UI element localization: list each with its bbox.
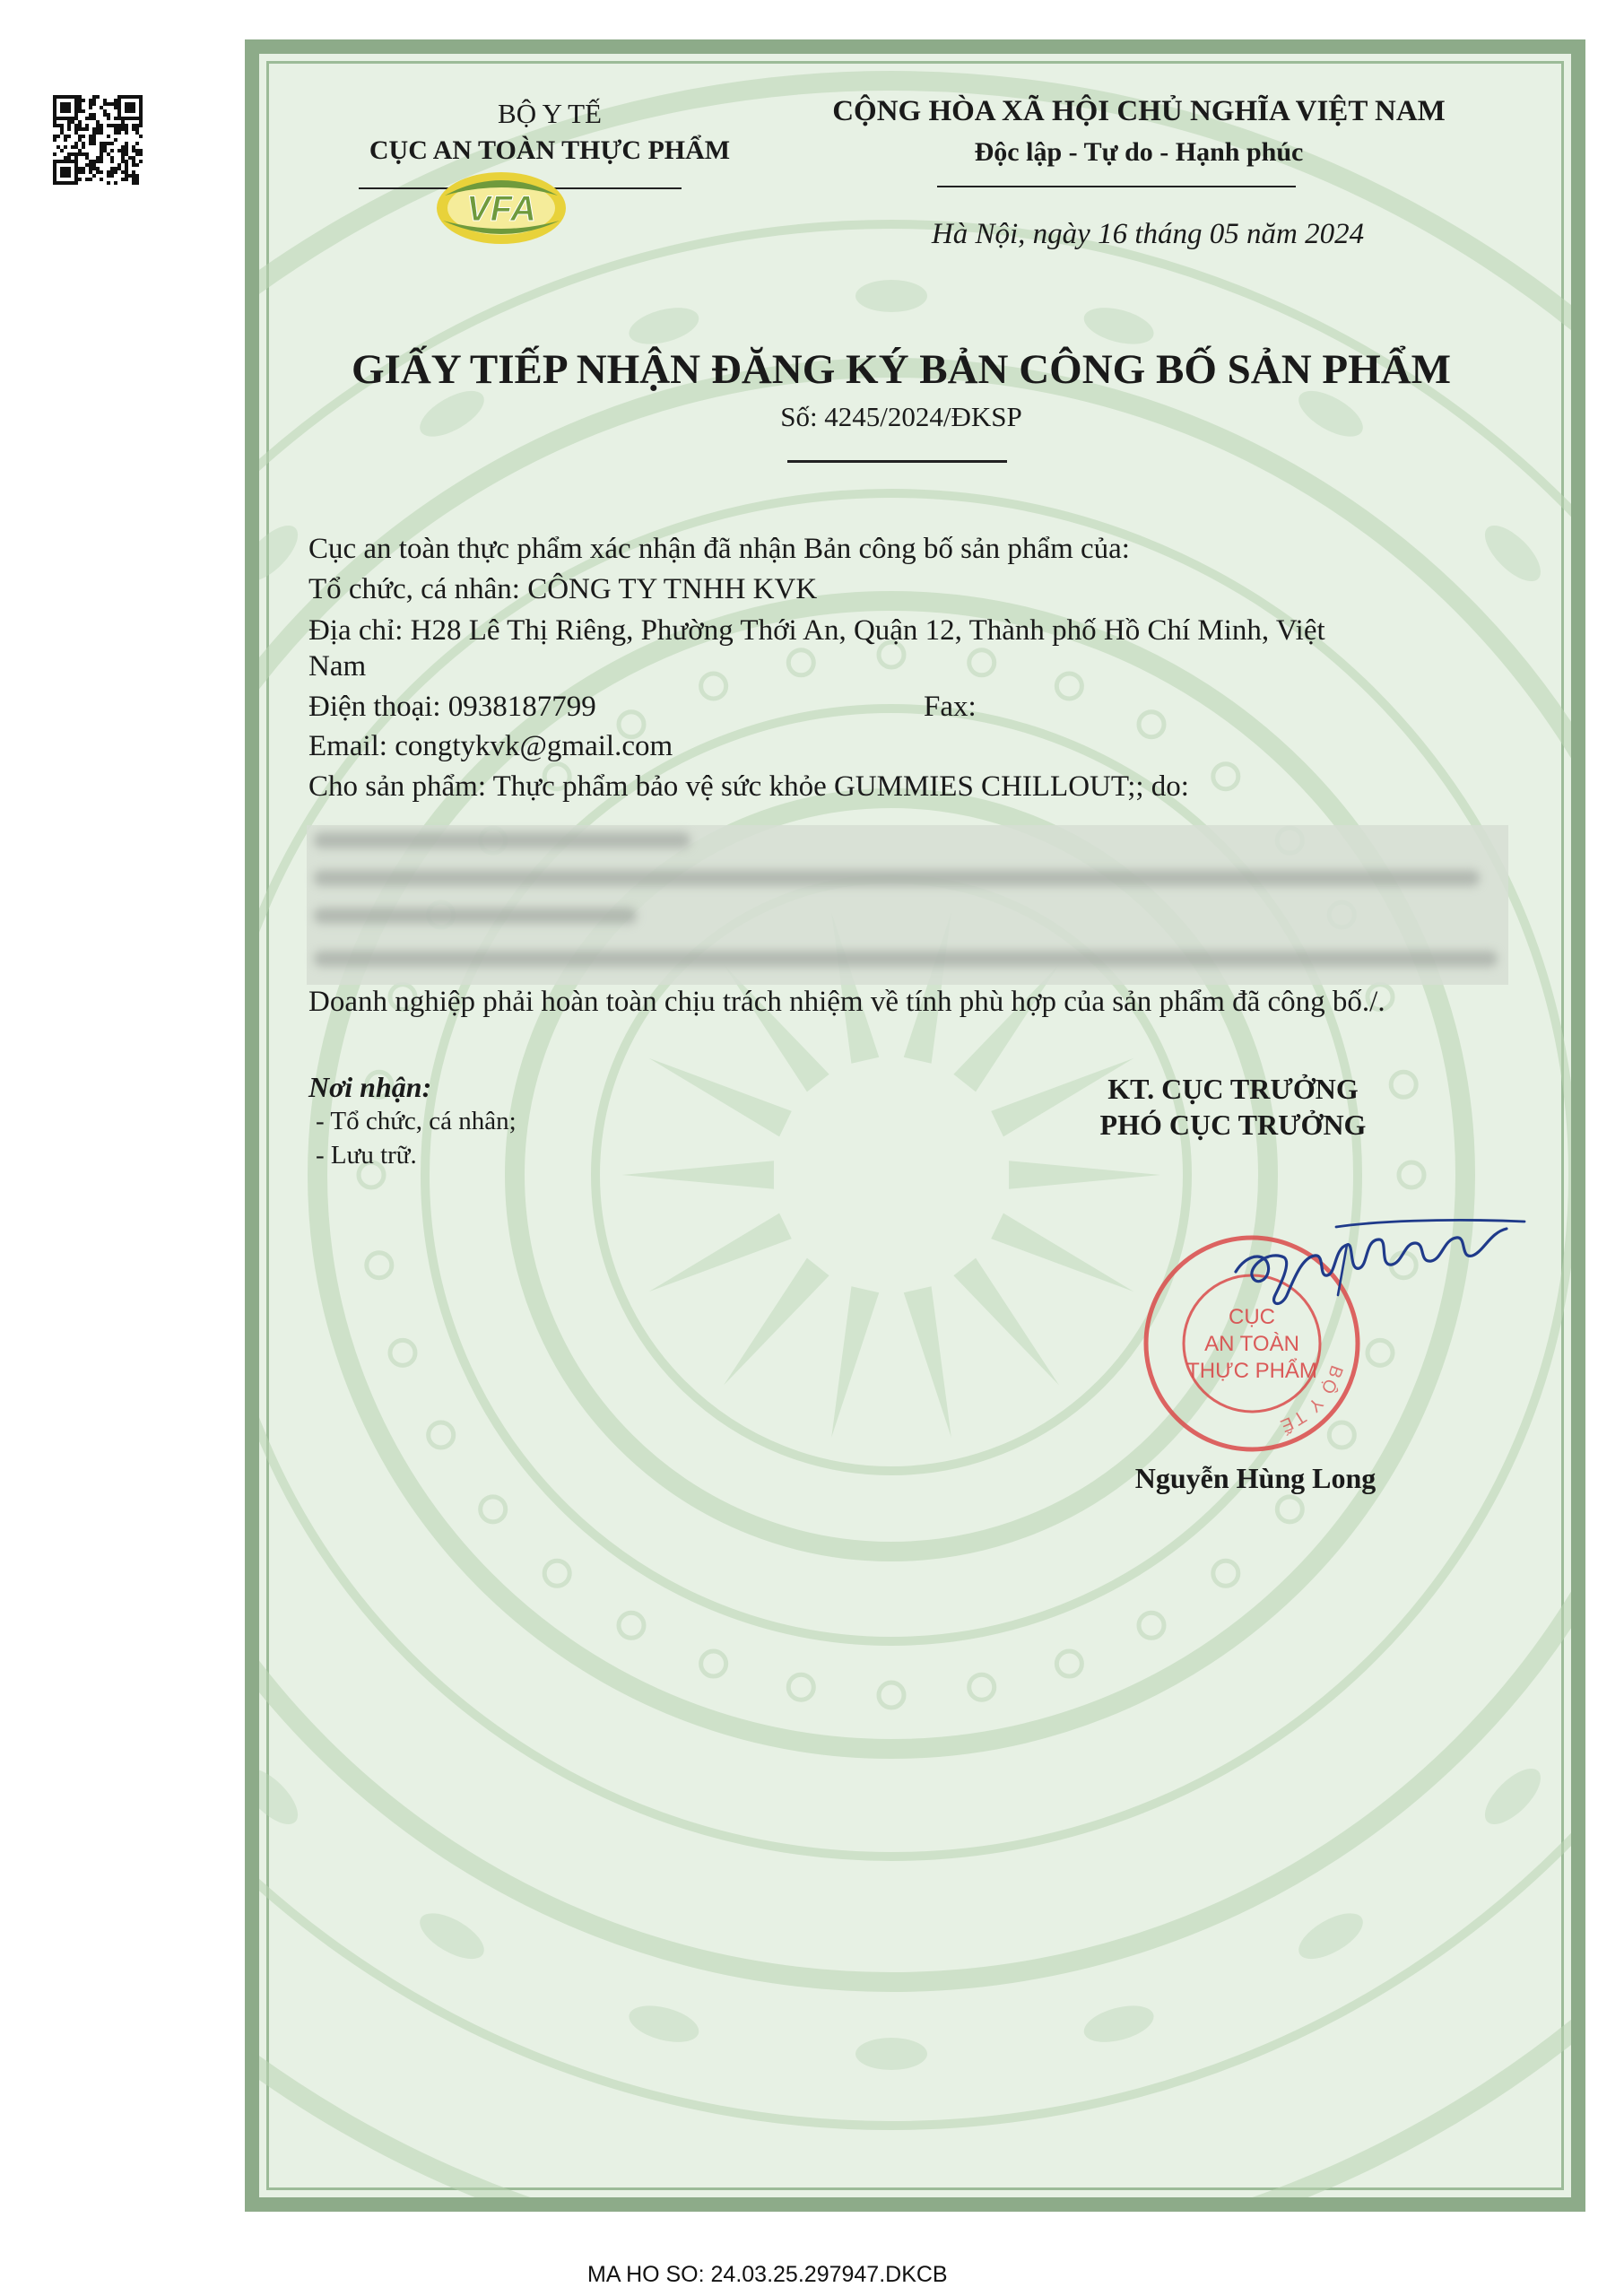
agency-name: CỤC AN TOÀN THỰC PHẨM (369, 135, 731, 165)
vfa-logo (434, 169, 569, 248)
motto-underline (937, 186, 1296, 187)
title-underline (787, 460, 1007, 463)
redacted-manufacturer-block (307, 825, 1508, 985)
signer-role-1: KT. CỤC TRƯỞNG (1107, 1073, 1359, 1105)
country-name: CỘNG HÒA XÃ HỘI CHỦ NGHĨA VIỆT NAM (832, 95, 1446, 127)
qr-code (50, 92, 146, 222)
dossier-code: MA HO SO: 24.03.25.297947.DKCB (587, 2262, 948, 2287)
document-number: Số: 4245/2024/ĐKSP (780, 401, 1022, 432)
ministry-name: BỘ Y TẾ (498, 98, 602, 129)
handwritten-signature (1229, 1209, 1533, 1326)
fax-line: Fax: (924, 691, 977, 723)
intro-text: Cục an toàn thực phẩm xác nhận đã nhận Bản công bố sản phẩm của: (308, 533, 1130, 565)
issue-date: Hà Nội, ngày 16 tháng 05 năm 2024 (931, 218, 1365, 250)
recipients-heading: Nơi nhận: (308, 1071, 432, 1103)
document-title: GIẤY TIẾP NHẬN ĐĂNG KÝ BẢN CÔNG BỐ SẢN PHẨM (352, 346, 1451, 393)
responsibility-statement: Doanh nghiệp phải hoàn toàn chịu trách nhiệm về tính phù hợp của sản phẩm đã công bố./. (308, 986, 1385, 1018)
email-line: Email: congtykvk@gmail.com (308, 730, 673, 762)
address-line-2: Nam (308, 650, 367, 683)
organization-line: Tổ chức, cá nhân: CÔNG TY TNHH KVK (308, 573, 818, 605)
phone-line: Điện thoại: 0938187799 (308, 691, 596, 723)
seal-ring-text: BỘ Y TẾ (1275, 1362, 1347, 1437)
recipient-item: - Lưu trữ. (316, 1141, 417, 1170)
recipient-item: - Tổ chức, cá nhân; (316, 1107, 517, 1135)
signer-name: Nguyễn Hùng Long (1134, 1462, 1376, 1494)
seal-center-text: AN TOÀN (1204, 1332, 1299, 1356)
signer-role-2: PHÓ CỤC TRƯỞNG (1099, 1109, 1367, 1141)
logo-text: VFA (466, 189, 536, 229)
seal-center-text: CỤC (1229, 1305, 1275, 1329)
national-motto: Độc lập - Tự do - Hạnh phúc (974, 137, 1304, 167)
product-line: Cho sản phẩm: Thực phẩm bảo vệ sức khỏe GUMMIES CHILLOUT;; do: (308, 770, 1189, 803)
seal-center-text: THỰC PHẨM (1186, 1359, 1317, 1383)
address-line-1: Địa chỉ: H28 Lê Thị Riêng, Phường Thới An, Quận 12, Thành phố Hồ Chí Minh, Việt (308, 614, 1325, 647)
